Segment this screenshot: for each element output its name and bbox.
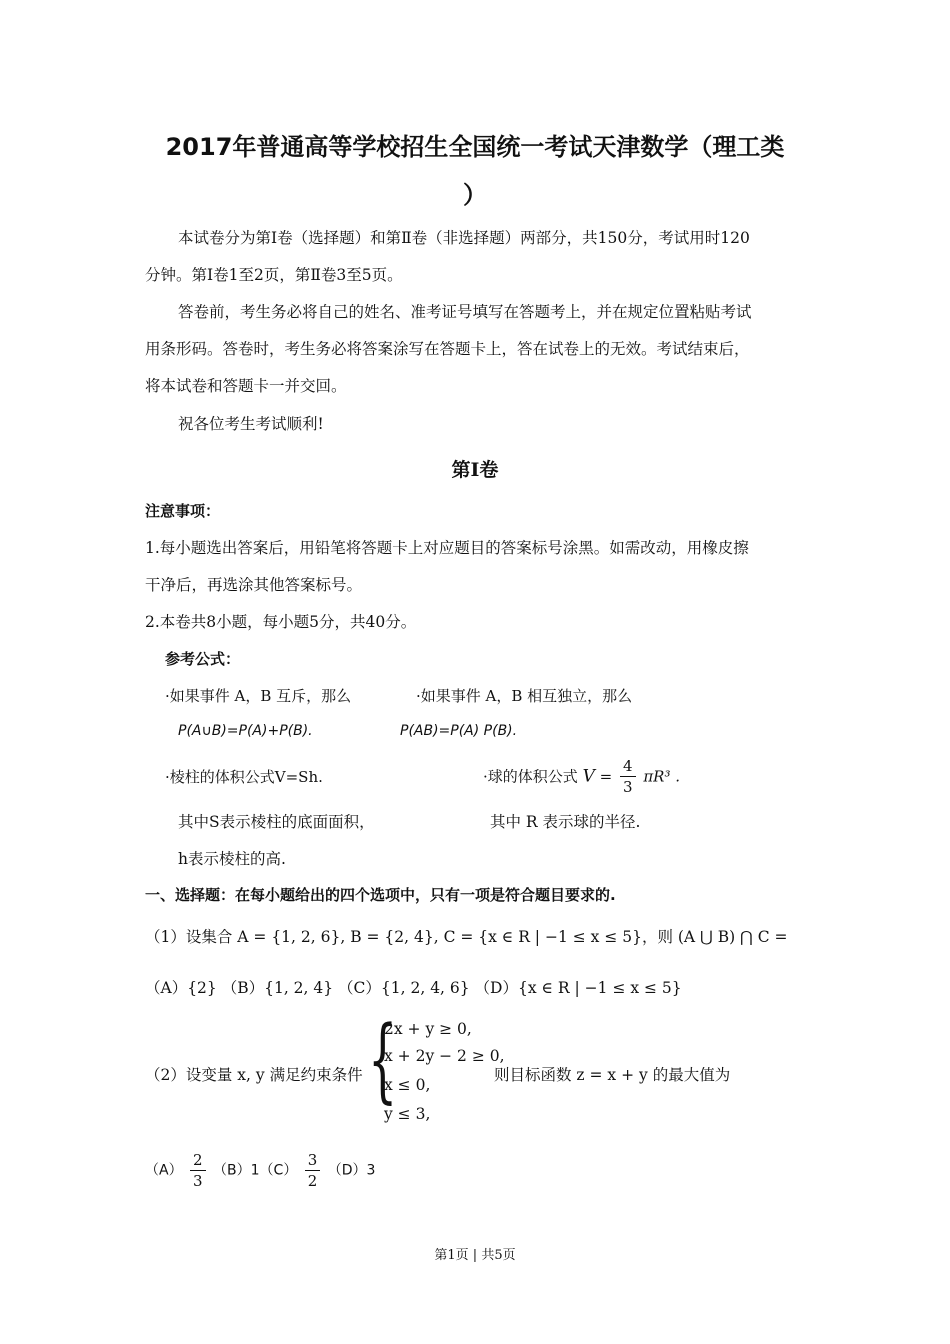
constraint-brace: { [368, 1006, 398, 1113]
q2-stem-suffix: 则目标函数 z = x + y 的最大值为 [494, 1066, 731, 1084]
intro-p3: 祝各位考生考试顺利! [178, 415, 324, 433]
formula-heading: 参考公式： [165, 650, 241, 668]
q2-option-a-denominator: 3 [193, 1172, 203, 1190]
note2: 2.本卷共8小题，每小题5分，共40分。 [145, 613, 417, 631]
q2-option-d-label: （D）3 [327, 1162, 376, 1179]
q2-stem-prefix: （2）设变量 x, y 满足约束条件 [145, 1066, 363, 1084]
q2-options [145, 1150, 375, 1191]
formula-left1: ·如果事件 A，B 互斥，那么 [165, 687, 352, 705]
intro-p1-line1: 本试卷分为第Ⅰ卷（选择题）和第Ⅱ卷（非选择题）两部分，共150分，考试用时120 [178, 229, 750, 247]
formula-right1-eq: P(AB)=P(A) P(B). [400, 723, 518, 739]
formula-right1: ·如果事件 A，B 相互独立，那么 [416, 687, 633, 705]
formula-right3: 其中 R 表示球的半径. [490, 813, 641, 831]
q2-option-a-label: （A） [145, 1162, 183, 1179]
q2-constraint-4: y ≤ 3, [384, 1105, 431, 1123]
sphere-fraction-numerator: 4 [620, 756, 636, 777]
notes-heading: 注意事项： [145, 502, 221, 520]
formula-left4: h表示棱柱的高. [178, 850, 286, 868]
sphere-fraction-denominator: 3 [622, 778, 633, 796]
formula-left1-eq: P(A∪B)=P(A)+P(B). [178, 723, 313, 739]
intro-p2-line3: 将本试卷和答题卡一并交回。 [145, 377, 347, 395]
doc-title-line2: ） [463, 181, 487, 209]
q2-constraint-2: x + 2y − 2 ≥ 0, [384, 1047, 505, 1065]
formula-right2-tail: πR³ . [643, 767, 681, 786]
sphere-volume-fraction [620, 756, 636, 797]
q2-option-a-numerator: 2 [190, 1150, 206, 1171]
formula-left3: 其中S表示棱柱的底面面积， [178, 813, 375, 831]
part1-heading: 一、选择题：在每小题给出的四个选项中，只有一项是符合题目要求的. [145, 886, 616, 904]
q2-option-a-fraction [190, 1150, 206, 1191]
intro-p1-line2: 分钟。第Ⅰ卷1至2页，第Ⅱ卷3至5页。 [145, 266, 403, 284]
q2-option-c-fraction [305, 1150, 321, 1191]
intro-p2-line2: 用条形码。答卷时，考生务必将答案涂写在答题卡上，答在试卷上的无效。考试结束后， [145, 340, 750, 358]
q2-option-c-numerator: 3 [305, 1150, 321, 1171]
formula-left2: ·棱柱的体积公式V=Sh. [165, 768, 323, 786]
section-title: 第Ⅰ卷 [451, 459, 499, 481]
formula-right2-v: V [582, 766, 595, 787]
formula-right2-prefix: ·球的体积公式 [483, 767, 578, 786]
doc-title-line1: 2017年普通高等学校招生全国统一考试天津数学（理工类 [165, 133, 785, 161]
formula-right2-eq: = [599, 767, 613, 786]
q2-option-bc-label: （B）1（C） [213, 1162, 298, 1179]
note1-line2: 干净后，再选涂其他答案标号。 [145, 576, 363, 594]
q1-stem: （1）设集合 A = {1, 2, 6}, B = {2, 4}, C = {x ∈ R | −1 ≤ x ≤ 5}，则 (A ⋃ B) ⋂ C = [145, 928, 788, 946]
q2-option-c-denominator: 2 [307, 1172, 318, 1190]
formula-right2 [483, 756, 680, 797]
q2-constraint-3: x ≤ 0, [384, 1076, 431, 1094]
q1-options: （A）{2} （B）{1, 2, 4} （C）{1, 2, 4, 6} （D）{x ∈ R | −1 ≤ x ≤ 5} [145, 979, 682, 997]
page-footer: 第1页 | 共5页 [434, 1248, 516, 1263]
intro-p2-line1: 答卷前，考生务必将自己的姓名、准考证号填写在答题考上，并在规定位置粘贴考试 [178, 303, 752, 321]
note1-line1: 1.每小题选出答案后，用铅笔将答题卡上对应题目的答案标号涂黑。如需改动，用橡皮擦 [145, 539, 749, 557]
q2-constraint-1: 2x + y ≥ 0, [384, 1020, 472, 1038]
